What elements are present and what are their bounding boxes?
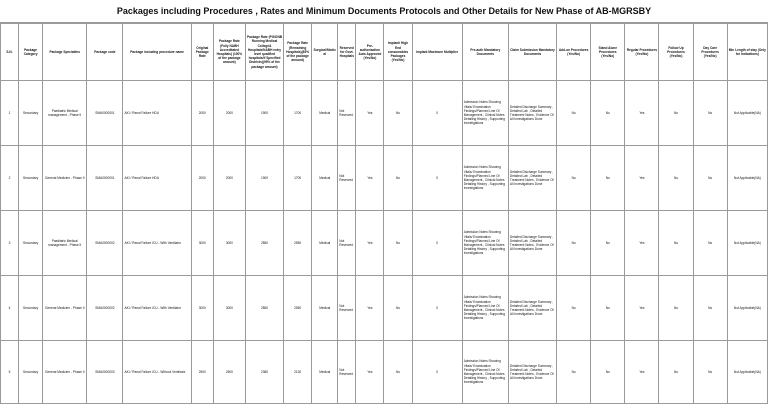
cell-regular: Yes: [625, 211, 659, 276]
column-header: Implant Maximum Multiplier: [412, 24, 462, 81]
column-header: Follow Up Procedures (Yes/No): [659, 24, 693, 81]
cell-orig: 2500: [191, 341, 213, 404]
cell-addon: No: [557, 276, 591, 341]
cell-daycare: No: [693, 146, 727, 211]
cell-minstay: Not Applicable(NA): [727, 276, 767, 341]
column-header: Claim Submission Mandatory Documents: [508, 24, 556, 81]
cell-followup: No: [659, 146, 693, 211]
cell-regular: Yes: [625, 81, 659, 146]
cell-mult: 0: [412, 276, 462, 341]
cell-sn: 5: [1, 341, 19, 404]
column-header: Add-on Procedures (Yes/No): [557, 24, 591, 81]
cell-r95: 2850: [245, 276, 283, 341]
cell-auto: Yes: [356, 341, 384, 404]
cell-r100: 2000: [213, 146, 245, 211]
table-row: [1, 146, 768, 211]
cell-standalone: No: [591, 81, 625, 146]
column-header: Stand Alone Procedures (Yes/No): [591, 24, 625, 81]
cell-orig: 3000: [191, 276, 213, 341]
cell-auto: Yes: [356, 211, 384, 276]
table-row: [1, 211, 768, 276]
cell-code: SMA0000001: [87, 146, 123, 211]
cell-code: SMA0000001: [87, 81, 123, 146]
cell-preauth: Admission Notes Showing Vitals/ Examination Findings/Planned Line Of Management , Clinical Notes Detailing History , Supporting Investigations: [462, 81, 508, 146]
table-row: [1, 276, 768, 341]
cell-claim: Detailed Discharge Summary , Detailed Lab , Detailed Treatment Notes , Evidence Of All Investigations Done: [508, 146, 556, 211]
cell-name: AKI / Renal Failure HDU: [123, 146, 191, 211]
table-row: [1, 341, 768, 404]
cell-govt: Not Reserved: [338, 276, 356, 341]
cell-category: Secondary: [19, 146, 43, 211]
cell-mult: 0: [412, 81, 462, 146]
cell-claim: Detailed Discharge Summary , Detailed Lab , Detailed Treatment Notes , Evidence Of All Investigations Done: [508, 276, 556, 341]
cell-preauth: Admission Notes Showing Vitals/ Examination Findings/Planned Line Of Management , Clinical Notes Detailing History , Supporting Investigations: [462, 211, 508, 276]
cell-category: Secondary: [19, 276, 43, 341]
cell-standalone: No: [591, 146, 625, 211]
column-header: Pre-auth Mandatory Documents: [462, 24, 508, 81]
cell-addon: No: [557, 341, 591, 404]
cell-r100: 3000: [213, 276, 245, 341]
cell-minstay: Not Applicable(NA): [727, 81, 767, 146]
cell-speciality: Paediatric Medical management - Phase II: [43, 211, 87, 276]
cell-speciality: Paediatric Medical management - Phase II: [43, 81, 87, 146]
cell-r95: 1900: [245, 146, 283, 211]
cell-sn: 4: [1, 276, 19, 341]
cell-r85: 1700: [284, 81, 312, 146]
cell-type: Medical: [312, 146, 338, 211]
cell-sn: 3: [1, 211, 19, 276]
cell-r100: 2000: [213, 81, 245, 146]
cell-auto: Yes: [356, 81, 384, 146]
cell-type: Medical: [312, 81, 338, 146]
cell-r95: 1900: [245, 81, 283, 146]
column-header: Day Care Procedures (Yes/No): [693, 24, 727, 81]
column-header: Pre-authorization Auto Approved (Yes/No): [356, 24, 384, 81]
cell-claim: Detailed Discharge Summary , Detailed Lab , Detailed Treatment Notes , Evidence Of All Investigations Done: [508, 81, 556, 146]
cell-name: AKI / Renal Failure ICU - With Ventilator: [123, 211, 191, 276]
table-header: [1, 24, 768, 81]
column-header: Reserved for Govt. Hospitals: [338, 24, 356, 81]
cell-preauth: Admission Notes Showing Vitals/ Examination Findings/Planned Line Of Management , Clinical Notes Detailing History , Supporting Investigations: [462, 341, 508, 404]
cell-r85: 2130: [284, 341, 312, 404]
cell-standalone: No: [591, 341, 625, 404]
cell-category: Secondary: [19, 81, 43, 146]
cell-r85: 1700: [284, 146, 312, 211]
table-body: [1, 81, 768, 404]
cell-daycare: No: [693, 341, 727, 404]
column-header: Regular Procedures (Yes/No): [625, 24, 659, 81]
cell-code: SMA0000002: [87, 211, 123, 276]
cell-r85: 2550: [284, 211, 312, 276]
cell-followup: No: [659, 276, 693, 341]
column-header: S.N.: [1, 24, 19, 81]
cell-standalone: No: [591, 211, 625, 276]
cell-auto: Yes: [356, 276, 384, 341]
cell-daycare: No: [693, 276, 727, 341]
cell-followup: No: [659, 341, 693, 404]
cell-code: SMA0000002: [87, 276, 123, 341]
cell-speciality: General Medicine - Phase II: [43, 146, 87, 211]
cell-claim: Detailed Discharge Summary , Detailed Lab , Detailed Treatment Notes , Evidence Of All Investigations Done: [508, 341, 556, 404]
cell-claim: Detailed Discharge Summary , Detailed Lab , Detailed Treatment Notes , Evidence Of All Investigations Done: [508, 211, 556, 276]
cell-govt: Not Reserved: [338, 341, 356, 404]
cell-implant: No: [384, 81, 412, 146]
cell-regular: Yes: [625, 341, 659, 404]
cell-category: Secondary: [19, 211, 43, 276]
column-header: Original Package Rate: [191, 24, 213, 81]
column-header: Package Rate (Remaining Hospitals)(85% of the package amount): [284, 24, 312, 81]
cell-addon: No: [557, 146, 591, 211]
cell-implant: No: [384, 341, 412, 404]
cell-daycare: No: [693, 211, 727, 276]
cell-mult: 0: [412, 341, 462, 404]
cell-category: Secondary: [19, 341, 43, 404]
cell-type: Medical: [312, 341, 338, 404]
cell-type: Medical: [312, 276, 338, 341]
cell-name: AKI / Renal Failure ICU - With Ventilator: [123, 276, 191, 341]
packages-table: [0, 23, 768, 404]
cell-type: Medical: [312, 211, 338, 276]
cell-r85: 2550: [284, 276, 312, 341]
column-header: Package Rate (Fully NABH Accreditated Hospitals) (100% of the package amount): [213, 24, 245, 81]
cell-implant: No: [384, 146, 412, 211]
column-header: Package Category: [19, 24, 43, 81]
column-header: Surgical/Medical: [312, 24, 338, 81]
table-row: [1, 81, 768, 146]
cell-speciality: General Medicine - Phase II: [43, 341, 87, 404]
cell-followup: No: [659, 81, 693, 146]
cell-name: AKI / Renal Failure ICU - Without Ventilator: [123, 341, 191, 404]
cell-daycare: No: [693, 81, 727, 146]
cell-sn: 2: [1, 146, 19, 211]
cell-r100: 2500: [213, 341, 245, 404]
cell-r95: 2380: [245, 341, 283, 404]
cell-regular: Yes: [625, 276, 659, 341]
cell-mult: 0: [412, 211, 462, 276]
cell-minstay: Not Applicable(NA): [727, 211, 767, 276]
page-title: Packages including Procedures , Rates and Minimum Documents Protocols and Other Details for New Phase of AB-MGRSBY: [0, 0, 768, 23]
cell-orig: 2000: [191, 146, 213, 211]
cell-orig: 2000: [191, 81, 213, 146]
cell-speciality: General Medicine - Phase II: [43, 276, 87, 341]
cell-followup: No: [659, 211, 693, 276]
cell-standalone: No: [591, 276, 625, 341]
cell-orig: 3000: [191, 211, 213, 276]
cell-implant: No: [384, 276, 412, 341]
cell-code: SMA0000003: [87, 341, 123, 404]
cell-minstay: Not Applicable(NA): [727, 146, 767, 211]
column-header: Package Rate (PG/DNB Running Medical College& Hospitals/NABH entry level qualified hospitals/If Specified Districts)(95% of the package amount): [245, 24, 283, 81]
cell-govt: Not Reserved: [338, 211, 356, 276]
cell-govt: Not Reserved: [338, 81, 356, 146]
cell-preauth: Admission Notes Showing Vitals/ Examination Findings/Planned Line Of Management , Clinical Notes Detailing History , Supporting Investigations: [462, 276, 508, 341]
cell-addon: No: [557, 211, 591, 276]
column-header: Implant/ High End consumables Packages (Yes/No): [384, 24, 412, 81]
cell-name: AKI / Renal Failure HDU: [123, 81, 191, 146]
cell-auto: Yes: [356, 146, 384, 211]
cell-minstay: Not Applicable(NA): [727, 341, 767, 404]
column-header: Package code: [87, 24, 123, 81]
column-header: Min Length of stay (Only for Indications): [727, 24, 767, 81]
column-header: Package Speciaities: [43, 24, 87, 81]
cell-preauth: Admission Notes Showing Vitals/ Examination Findings/Planned Line Of Management , Clinical Notes Detailing History , Supporting Investigations: [462, 146, 508, 211]
cell-r100: 3000: [213, 211, 245, 276]
cell-mult: 0: [412, 146, 462, 211]
cell-addon: No: [557, 81, 591, 146]
cell-r95: 2850: [245, 211, 283, 276]
column-header: Package including procedure name: [123, 24, 191, 81]
cell-regular: Yes: [625, 146, 659, 211]
cell-sn: 1: [1, 81, 19, 146]
cell-implant: No: [384, 211, 412, 276]
cell-govt: Not Reserved: [338, 146, 356, 211]
